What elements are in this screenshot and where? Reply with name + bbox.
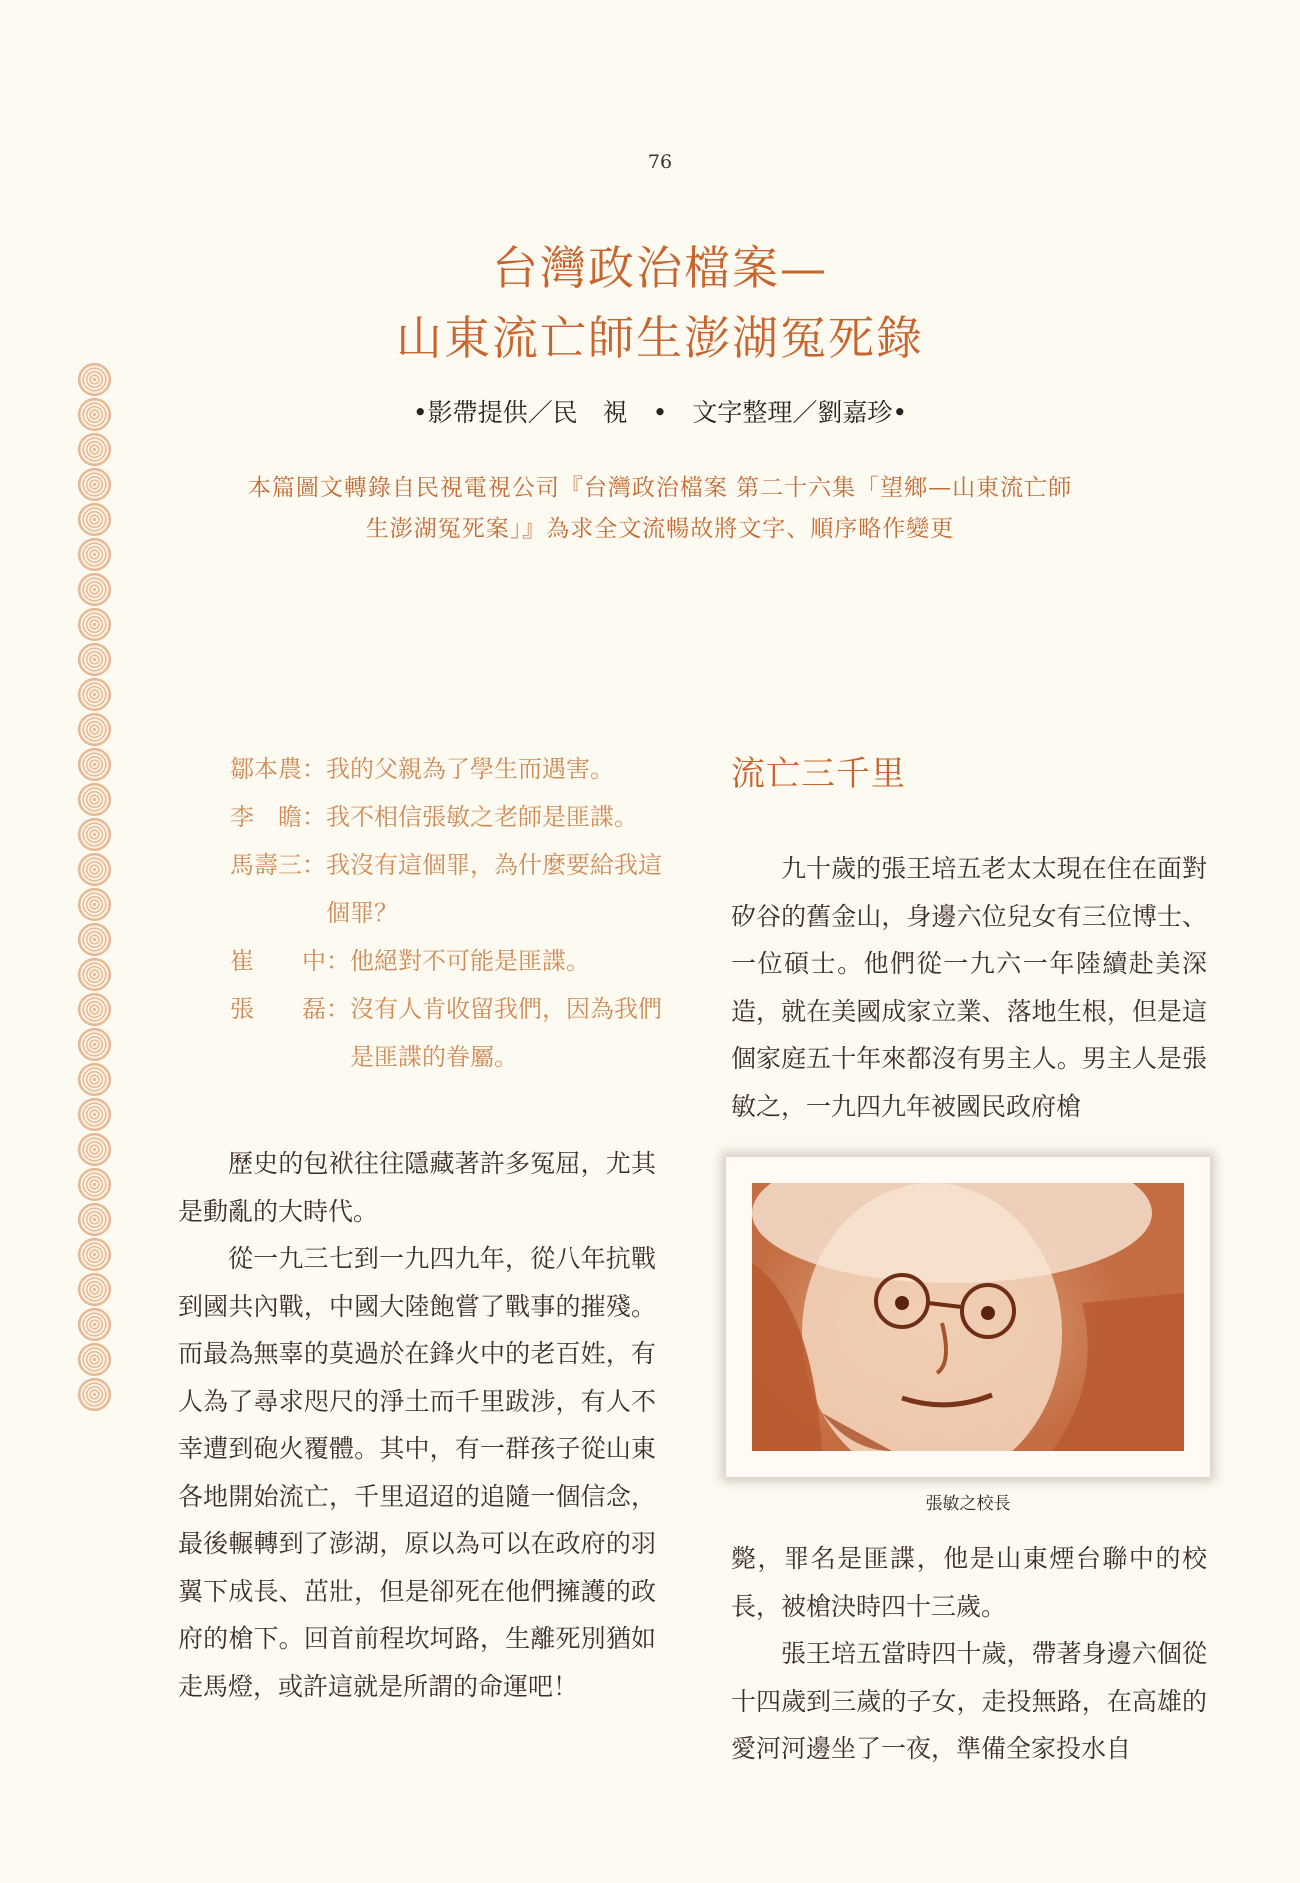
seal-ornament-icon xyxy=(78,608,111,641)
seal-ornament-icon xyxy=(78,818,111,851)
seal-ornament-icon xyxy=(78,853,111,886)
seal-ornament-icon xyxy=(78,958,111,991)
seal-ornament-icon xyxy=(78,923,111,956)
right-column-body-bottom xyxy=(731,1535,1207,1773)
seal-ornament-icon xyxy=(78,678,111,711)
seal-ornament-icon xyxy=(78,713,111,746)
quote-text: 我的父親為了學生而遇害。 xyxy=(326,755,614,783)
seal-ornament-icon xyxy=(78,433,111,466)
quote-speaker: 鄒本農： xyxy=(230,755,326,783)
seal-ornament-icon xyxy=(78,1098,111,1131)
seal-ornament-icon xyxy=(78,573,111,606)
byline: •影帶提供／民 視 • 文字整理／劉嘉珍• xyxy=(412,398,908,427)
seal-ornament-icon xyxy=(78,1308,111,1341)
portrait-photo xyxy=(752,1183,1184,1451)
quote-item xyxy=(230,985,670,1081)
left-column-body xyxy=(178,1140,656,1710)
intro-note-line-1: 本篇圖文轉錄自民視電視公司『台灣政治檔案 第二十六集「望鄉—山東流亡師 xyxy=(247,475,1073,501)
seal-ornament-icon xyxy=(78,1378,111,1411)
photo-caption: 張敏之校長 xyxy=(925,1494,1011,1514)
seal-ornament-icon xyxy=(78,1203,111,1236)
seal-ornament-icon xyxy=(78,783,111,816)
seal-ornament-icon xyxy=(78,1133,111,1166)
body-paragraph: 歷史的包袱往往隱藏著許多冤屈，尤其是動亂的大時代。 xyxy=(178,1149,656,1226)
quote-item xyxy=(230,793,670,841)
intro-note-line-2: 生澎湖冤死案」』為求全文流暢故將文字、順序略作變更 xyxy=(365,516,955,542)
quote-speaker: 馬壽三： xyxy=(230,851,326,879)
seal-ornament-icon xyxy=(78,1063,111,1096)
seal-ornament-icon xyxy=(78,1238,111,1271)
quote-text: 他絕對不可能是匪諜。 xyxy=(350,947,590,975)
quote-speaker: 張 磊： xyxy=(230,995,350,1023)
portrait-photo-frame xyxy=(726,1157,1210,1477)
body-paragraph: 張王培五當時四十歲，帶著身邊六個從十四歲到三歲的子女，走投無路，在高雄的愛河河邊坐了一夜，準備全家投水自 xyxy=(731,1639,1207,1763)
seal-ornament-icon xyxy=(78,1028,111,1061)
article-title-line-2: 山東流亡師生澎湖冤死錄 xyxy=(396,311,924,365)
section-heading: 流亡三千里 xyxy=(731,754,906,794)
seal-ornament-icon xyxy=(78,643,111,676)
seal-ornament-icon xyxy=(78,993,111,1026)
seal-ornament-icon xyxy=(78,1168,111,1201)
seal-ornament-icon xyxy=(78,1273,111,1306)
seal-ornament-icon xyxy=(78,748,111,781)
quote-text: 我沒有這個罪，為什麼要給我這個罪？ xyxy=(326,851,662,927)
portrait-illustration xyxy=(752,1183,1184,1451)
body-paragraph: 九十歲的張王培五老太太現在住在面對矽谷的舊金山，身邊六位兒女有三位博士、一位碩士。他們從一九六一年陸續赴美深造，就在美國成家立業、落地生根，但是這個家庭五十年來都沒有男主人。男主人是張敏之，一九四九年被國民政府槍 xyxy=(731,854,1207,1121)
seal-ornament-icon xyxy=(78,888,111,921)
quote-speaker: 李 瞻： xyxy=(230,803,326,831)
page-number: 76 xyxy=(647,151,673,173)
interview-quotes xyxy=(230,745,670,1081)
quote-text: 沒有人肯收留我們，因為我們是匪諜的眷屬。 xyxy=(350,995,662,1071)
quote-text: 我不相信張敏之老師是匪諜。 xyxy=(326,803,638,831)
body-paragraph-continuation: 斃，罪名是匪諜，他是山東煙台聯中的校長，被槍決時四十三歲。 xyxy=(731,1544,1207,1621)
right-column-body-top xyxy=(731,845,1207,1130)
seal-ornament-icon xyxy=(78,1343,111,1376)
body-paragraph: 從一九三七到一九四九年，從八年抗戰到國共內戰，中國大陸飽嘗了戰事的摧殘。而最為無辜的莫過於在鋒火中的老百姓，有人為了尋求咫尺的淨土而千里跋涉，有人不幸遭到砲火覆體。其中，有一群孩子從山東各地開始流亡，千里迢迢的追隨一個信念，最後輾轉到了澎湖，原以為可以在政府的羽翼下成長、茁壯，但是卻死在他們擁護的政府的槍下。回首前程坎坷路，生離死別猶如走馬燈，或許這就是所謂的命運吧！ xyxy=(178,1244,656,1701)
article-title-line-1: 台灣政治檔案— xyxy=(492,241,828,295)
quote-item xyxy=(230,841,670,937)
quote-item xyxy=(230,937,670,985)
quote-speaker: 崔 中： xyxy=(230,947,350,975)
quote-item xyxy=(230,745,670,793)
